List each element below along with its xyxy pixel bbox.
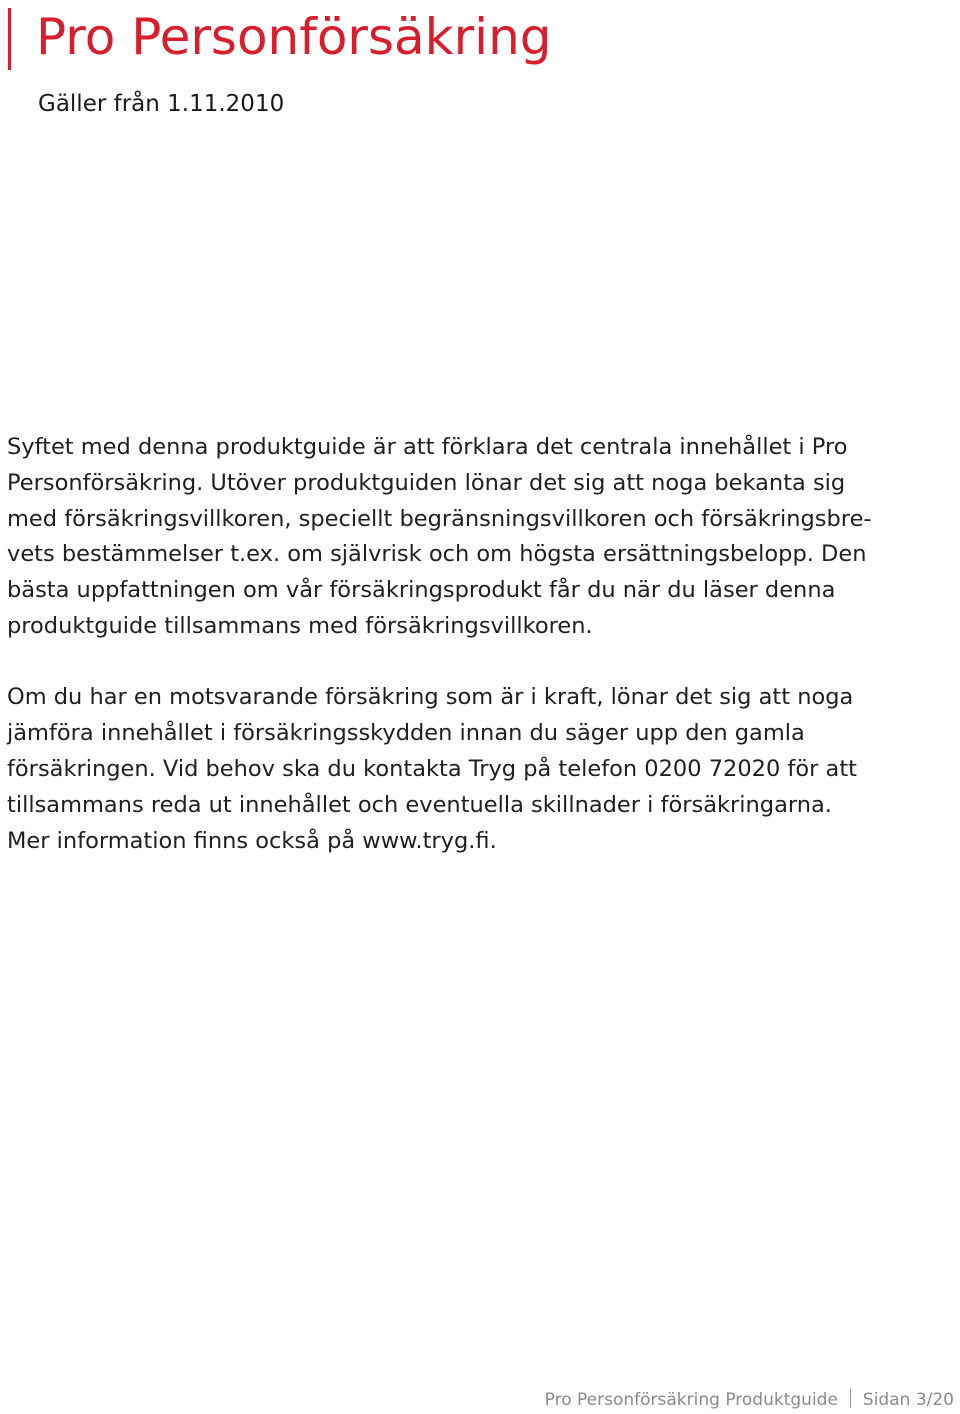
text-line: produktguide tillsammans med försäkringsvillkoren. [7, 612, 593, 639]
page-title: Pro Personförsäkring [36, 8, 552, 66]
footer-page-number: Sidan 3/20 [862, 1390, 954, 1410]
intro-paragraph [7, 430, 947, 645]
contact-paragraph [7, 680, 947, 859]
page-footer [545, 1388, 954, 1412]
text-line: jämföra innehållet i försäkringsskydden innan du säger upp den gamla [7, 720, 805, 747]
validity-date: Gäller från 1.11.2010 [38, 91, 285, 117]
title-accent-bar [8, 8, 11, 70]
footer-document-name: Pro Personförsäkring Produktguide [544, 1390, 838, 1410]
text-line: med försäkringsvillkoren, speciellt begränsningsvillkoren och försäkringsbre- [7, 505, 872, 532]
text-line: försäkringen. Vid behov ska du kontakta Tryg på telefon 0200 72020 för att [7, 755, 857, 782]
text-line: vets bestämmelser t.ex. om självrisk och om högsta ersättningsbelopp. Den [7, 541, 867, 568]
text-line: bästa uppfattningen om vår försäkringsprodukt får du när du läser denna [7, 577, 836, 604]
footer-separator [850, 1389, 851, 1408]
body-text [7, 430, 947, 859]
text-line: Om du har en motsvarande försäkring som är i kraft, lönar det sig att noga [7, 684, 854, 711]
text-line: Personförsäkring. Utöver produktguiden lönar det sig att noga bekanta sig [7, 469, 846, 496]
text-line: Mer information finns också på www.tryg.fi. [7, 827, 497, 854]
text-line: tillsammans reda ut innehållet och eventuella skillnader i försäkringarna. [7, 791, 832, 818]
text-line: Syftet med denna produktguide är att förklara det centrala innehållet i Pro [7, 434, 848, 460]
